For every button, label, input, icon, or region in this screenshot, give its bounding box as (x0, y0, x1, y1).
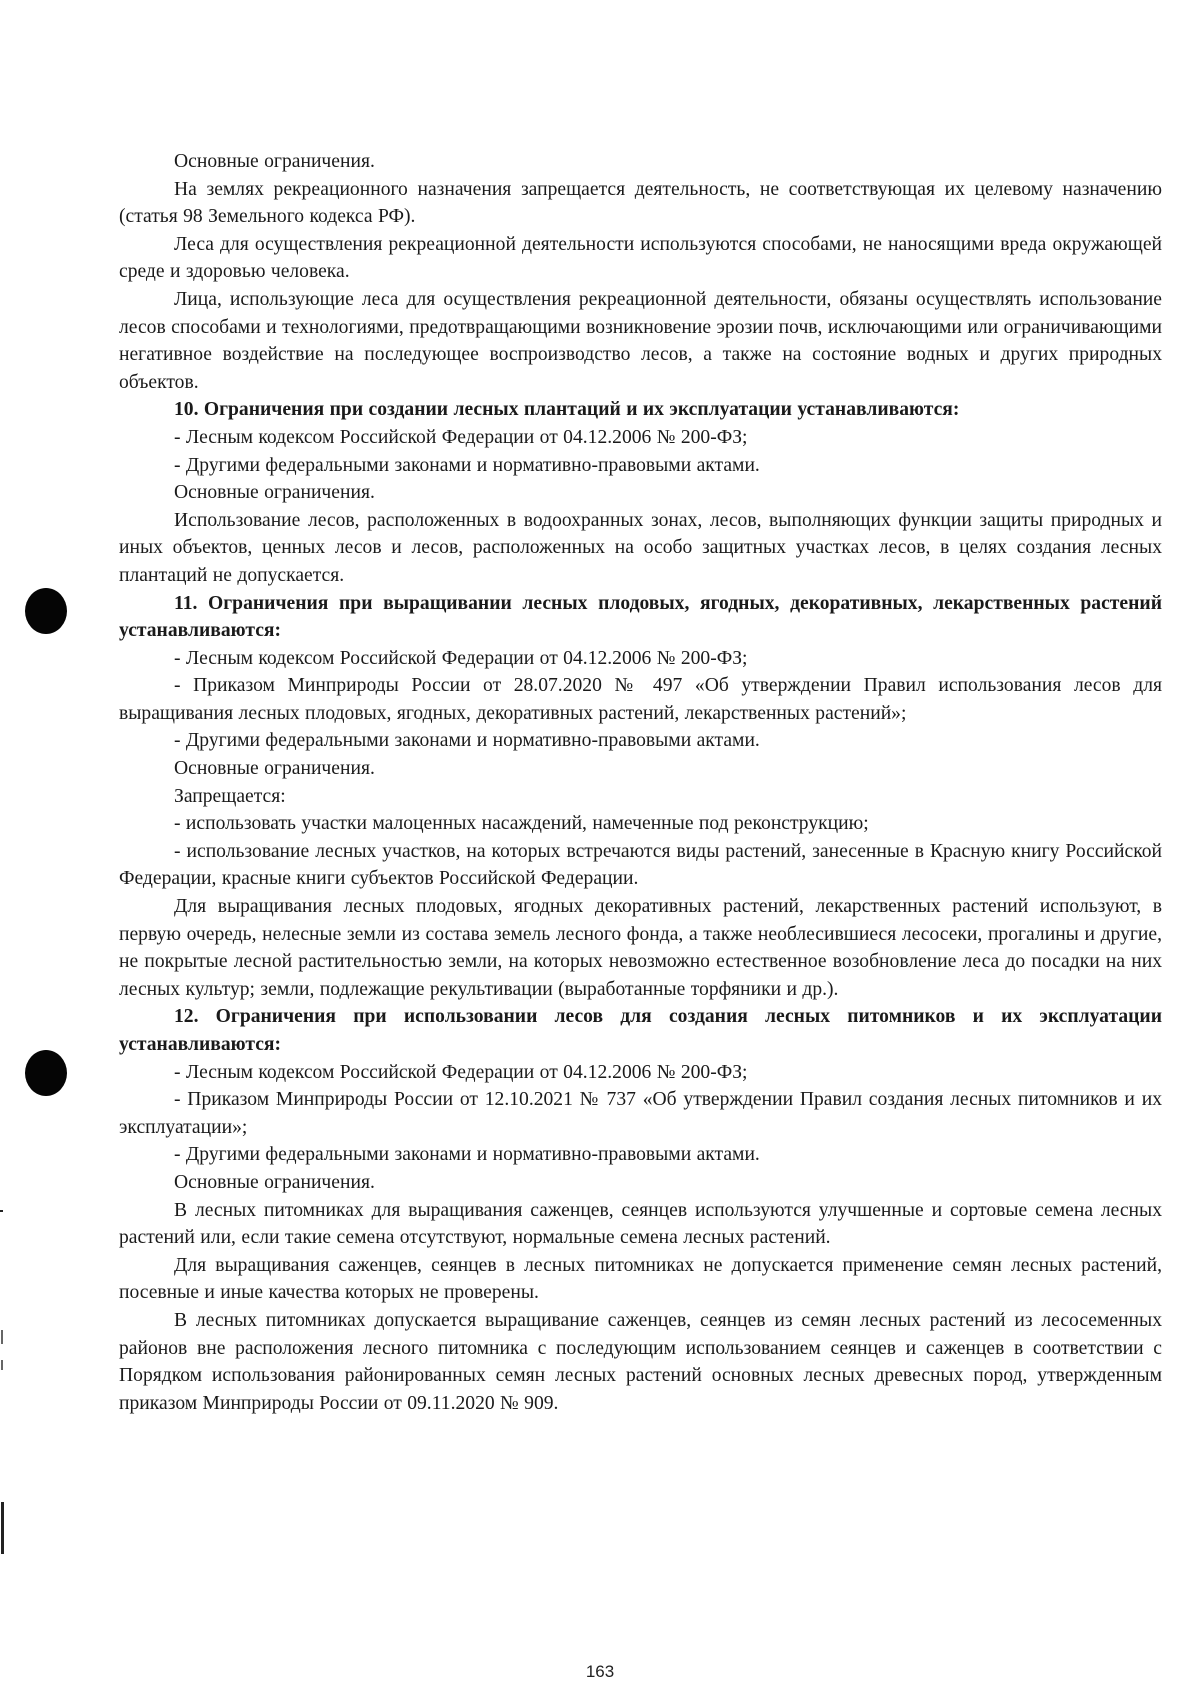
paragraph: Основные ограничения. (174, 1171, 375, 1193)
list-item: - Другими федеральными законами и нормативно-правовыми актами. (174, 730, 760, 752)
paragraph: В лесных питомниках для выращивания саженцев, сеянцев используются улучшенные и сортовые семена лесных растений или, если такие семена отсутствуют, нормальные семена лесных растений. (119, 1199, 1162, 1249)
section-heading: 11. Ограничения при выращивании лесных плодовых, ягодных, декоративных, лекарственных растений устанавливаются: (119, 592, 1162, 642)
paragraph: Лица, использующие леса для осуществления рекреационной деятельности, обязаны осуществлять использование лесов способами и технологиями, предотвращающими возникновение эрозии почв, исключающими или ограничивающими негативное воздействие на последующее воспроизводство лесов, а также на состояние водных и других природных объектов. (119, 288, 1162, 393)
section-heading: 12. Ограничения при использовании лесов для создания лесных питомников и их эксплуатации устанавливаются: (119, 1006, 1162, 1055)
paragraph: Основные ограничения. (174, 151, 375, 172)
paragraph: Запрещается: (174, 785, 286, 807)
paragraph: Основные ограничения. (174, 758, 375, 780)
list-item: - использовать участки малоценных насаждений, намеченные под реконструкцию; (174, 813, 869, 835)
list-item: - Другими федеральными законами и нормативно-правовыми актами. (174, 1144, 760, 1166)
punch-hole-bottom (25, 1050, 67, 1096)
paragraph: Леса для осуществления рекреационной деятельности используются способами, не наносящими вреда окружающей среде и здоровью человека. (119, 233, 1162, 283)
paragraph: Для выращивания саженцев, сеянцев в лесных питомниках не допускается применение семян лесных растений, посевные и иные качества которых не проверены. (119, 1254, 1162, 1304)
document-body (119, 148, 1162, 1417)
paragraph: Для выращивания лесных плодовых, ягодных декоративных растений, лекарственных растений используют, в первую очередь, нелесные земли из состава земель лесного фонда, а также необлесившиеся лесосеки, прогалины и другие, не покрытые лесной растительностью земли, на которых невозможно естественное возобновление леса до посадки на них лесных культур; земли, подлежащие рекультивации (выработанные торфяники и др.). (119, 896, 1162, 1000)
page-number: 163 (585, 1662, 615, 1681)
list-item: - Лесным кодексом Российской Федерации от 04.12.2006 № 200-ФЗ; (174, 1061, 748, 1083)
paragraph: В лесных питомниках допускается выращивание саженцев, сеянцев из семян лесных растений из лесосеменных районов вне расположения лесного питомника с последующим использованием сеянцев и саженцев в соответствии с Порядком использования районированных семян лесных растений основных лесных древесных пород, утвержденным приказом Минприроды России от 09.11.2020 № 909. (119, 1309, 1162, 1414)
punch-hole-top (25, 588, 67, 634)
list-item: - Лесным кодексом Российской Федерации от 04.12.2006 № 200-ФЗ; (174, 647, 748, 669)
list-item: - Приказом Минприроды России от 12.10.2021 № 737 «Об утверждении Правил создания лесных питомников и их эксплуатации»; (119, 1089, 1162, 1138)
paragraph: На землях рекреационного назначения запрещается деятельность, не соответствующая их целевому назначению (статья 98 Земельного кодекса РФ). (119, 178, 1162, 228)
scan-artifact (0, 1210, 3, 1212)
paragraph: Основные ограничения. (174, 482, 375, 504)
paragraph: Использование лесов, расположенных в водоохранных зонах, лесов, выполняющих функции защиты природных и иных объектов, ценных лесов и лесов, расположенных на особо защитных участках лесов, в целях создания лесных плантаций не допускается. (119, 509, 1162, 586)
section-heading: 10. Ограничения при создании лесных плантаций и их эксплуатации устанавливаются: (174, 399, 960, 421)
list-item: - Другими федеральными законами и нормативно-правовыми актами. (174, 454, 760, 476)
scan-artifact (1, 1360, 3, 1370)
scan-artifact (1, 1330, 3, 1344)
scan-artifact (1, 1502, 4, 1554)
list-item: - Лесным кодексом Российской Федерации от 04.12.2006 № 200-ФЗ; (174, 426, 748, 448)
list-item: - Приказом Минприроды России от 28.07.2020 № 497 «Об утверждении Правил использования лесов для выращивания лесных плодовых, ягодных, декоративных растений, лекарственных растений»; (119, 675, 1162, 724)
list-item: - использование лесных участков, на которых встречаются виды растений, занесенные в Красную книгу Российской Федерации, красные книги субъектов Российской Федерации. (119, 840, 1162, 890)
